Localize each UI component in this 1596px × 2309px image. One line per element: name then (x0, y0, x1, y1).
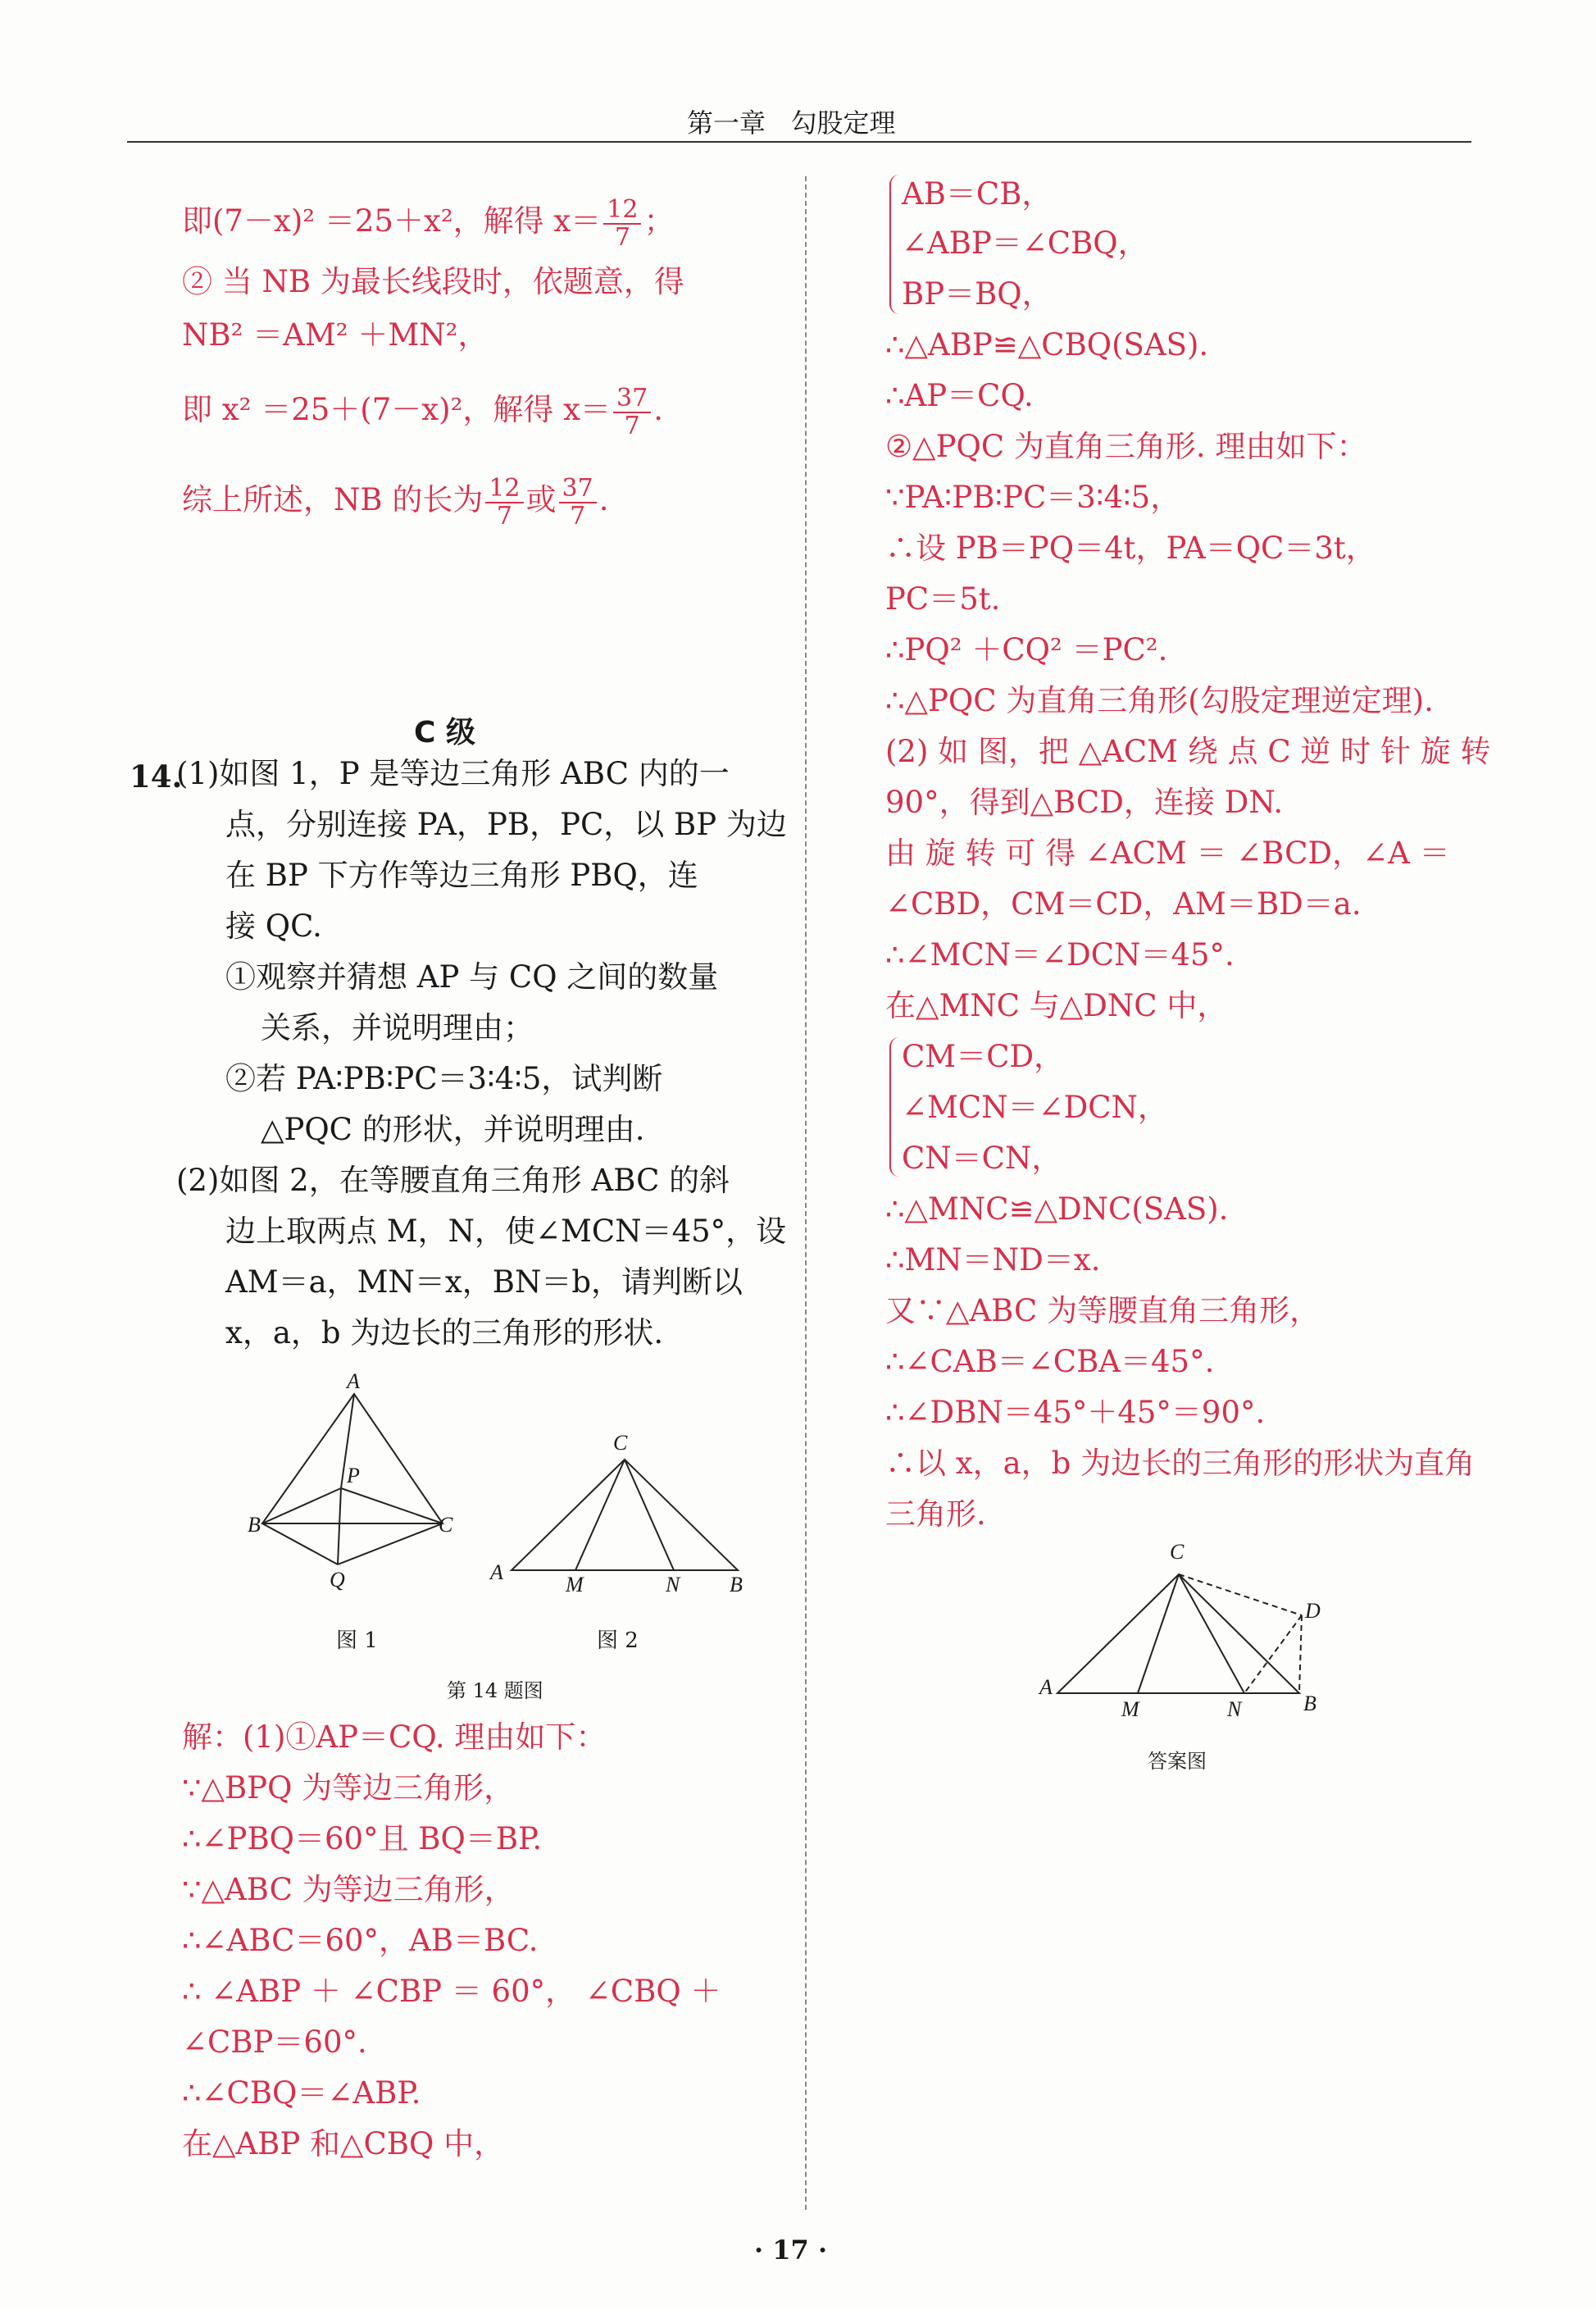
solution-line: 在△MNC 与△DNC 中， (885, 988, 1228, 1023)
solution-line: ∴∠MCN＝∠DCN＝45°. (885, 937, 1235, 972)
solution-line: ∠ABP＝∠CBQ， (902, 225, 1148, 261)
solution-line: ∴∠ABC＝60°，AB＝BC. (182, 1923, 539, 1958)
solution-line: 三角形. (885, 1496, 986, 1532)
segment-db (1299, 1615, 1302, 1693)
figure-2-caption: 图 2 (597, 1628, 639, 1653)
point-label: C (1170, 1540, 1184, 1564)
segment-cq (338, 1523, 443, 1564)
solution-line: BP＝BQ， (902, 276, 1053, 312)
solution-line: ∴设 PB＝PQ＝4t，PA＝QC＝3t， (885, 531, 1376, 566)
fraction: $\frac{37}{7}$ (559, 476, 597, 529)
problem-line: AM＝a，MN＝x，BN＝b，请判断以 (225, 1264, 743, 1300)
point-label: A (347, 1369, 360, 1393)
point-label: A (490, 1560, 503, 1584)
brace (889, 175, 899, 314)
fraction: $\frac{12}{7}$ (603, 197, 641, 250)
problem-line: 边上取两点 M，N，使∠MCN＝45°，设 (225, 1214, 787, 1249)
solution-line: ∴∠PBQ＝60°且 BQ＝BP. (182, 1821, 543, 1856)
solution-line: 解：(1)①AP＝CQ. 理由如下： (182, 1719, 607, 1755)
solution-line: 即 x² ＝25＋(7－x)²，解得 x＝ $\frac{37}{7}$ . (182, 384, 663, 440)
solution-line: 又∵△ABC 为等腰直角三角形， (885, 1293, 1321, 1328)
figure-2-diagram (500, 1443, 746, 1574)
solution-line: CM＝CD， (902, 1039, 1065, 1074)
point-label: C (439, 1513, 453, 1537)
solution-line: ∴△MNC≌△DNC(SAS). (885, 1191, 1229, 1227)
point-label: N (1227, 1697, 1242, 1721)
section-title: C 级 (414, 716, 475, 749)
solution-line: NB² ＝AM² ＋MN²， (182, 317, 489, 353)
brace (889, 1037, 899, 1177)
problem-number: 14. (130, 758, 183, 795)
solution-line: ∴△ABP≌△CBQ(SAS). (885, 327, 1209, 362)
page-number: · 17 · (754, 2234, 828, 2266)
figure-1-diagram (246, 1378, 475, 1599)
figure-1-caption: 图 1 (336, 1628, 378, 1653)
header-rule (127, 141, 1471, 143)
solution-line: (2) 如 图，把 △ACM 绕 点 C 逆 时 针 旋 转 (885, 734, 1491, 769)
triangle-abc (512, 1460, 738, 1570)
column-divider (805, 176, 807, 2210)
solution-line: ∠CBP＝60°. (182, 2024, 367, 2060)
segment-pq (338, 1488, 341, 1564)
point-label: N (666, 1573, 680, 1596)
solution-line: ∴MN＝ND＝x. (885, 1242, 1101, 1277)
solution-line: ② 当 NB 为最长线段时，依题意，得 (182, 264, 684, 299)
solution-line: ∵PA∶PB∶PC＝3∶4∶5， (885, 480, 1181, 515)
solution-line: ∵△BPQ 为等边三角形， (182, 1770, 515, 1806)
answer-figure-caption: 答案图 (1148, 1750, 1207, 1773)
solution-line: 在△ABP 和△CBQ 中， (182, 2126, 505, 2161)
solution-line: 即(7－x)² ＝25＋x²，解得 x＝ $\frac{12}{7}$ ； (182, 195, 675, 252)
point-label: C (613, 1431, 628, 1455)
segment-cm (575, 1460, 625, 1570)
triangle-abc (1057, 1574, 1299, 1693)
triangle-abc (262, 1394, 443, 1523)
solution-line: 90°，得到△BCD，连接 DN. (885, 785, 1284, 820)
point-label: D (1305, 1599, 1321, 1623)
solution-line: ∴△PQC 为直角三角形(勾股定理逆定理). (885, 683, 1434, 718)
solution-line: ∠CBD，CM＝CD，AM＝BD＝a. (885, 886, 1362, 922)
solution-line: ∴以 x，a，b 为边长的三角形的形状为直角 (885, 1446, 1476, 1481)
solution-line: ∴ ∠ABP ＋ ∠CBP ＝ 60°， ∠CBQ ＋ (182, 1974, 721, 2009)
solution-line: ∵△ABC 为等边三角形， (182, 1872, 515, 1907)
problem-line: x，a，b 为边长的三角形的形状. (225, 1315, 664, 1350)
problem-line: (2)如图 2，在等腰直角三角形 ABC 的斜 (176, 1163, 730, 1198)
solution-line: ∠MCN＝∠DCN， (902, 1090, 1168, 1125)
segment-cp (341, 1488, 443, 1523)
point-label: Q (330, 1568, 345, 1592)
solution-line: ②△PQC 为直角三角形. 理由如下： (885, 429, 1367, 464)
page-header-title: 第一章 勾股定理 (687, 107, 896, 139)
fraction: $\frac{37}{7}$ (613, 385, 651, 439)
problem-line: ①观察并猜想 AP 与 CQ 之间的数量 (225, 959, 719, 995)
point-label: M (566, 1573, 584, 1596)
solution-line: AB＝CB， (902, 176, 1053, 212)
problem-line: 点，分别连接 PA，PB，PC，以 BP 为边 (225, 807, 787, 842)
solution-line: ∴PQ² ＋CQ² ＝PC². (885, 632, 1168, 667)
point-label: M (1121, 1697, 1139, 1721)
solution-line: ∴∠CBQ＝∠ABP. (182, 2075, 421, 2111)
problem-line: ②若 PA∶PB∶PC＝3∶4∶5，试判断 (225, 1061, 663, 1096)
point-label: B (1303, 1692, 1316, 1715)
problem-line: 接 QC. (225, 909, 322, 944)
point-label: B (248, 1513, 261, 1537)
point-label: P (347, 1464, 360, 1487)
problem-line: △PQC 的形状，并说明理由. (261, 1112, 645, 1147)
problem-line: 关系，并说明理由； (261, 1010, 534, 1045)
answer-diagram (1041, 1558, 1328, 1706)
solution-line: ∴∠DBN＝45°＋45°＝90°. (885, 1395, 1266, 1430)
problem-line: (1)如图 1，P 是等边三角形 ABC 内的一 (176, 756, 730, 791)
solution-line: 由 旋 转 可 得 ∠ACM ＝ ∠BCD，∠A ＝ (885, 836, 1450, 871)
solution-line: CN＝CN， (902, 1141, 1062, 1176)
segment-bq (262, 1523, 338, 1564)
solution-line: ∴AP＝CQ. (885, 378, 1034, 413)
point-label: A (1039, 1675, 1053, 1699)
point-label: B (730, 1573, 743, 1596)
segment-cn (1179, 1574, 1244, 1693)
figure-group-caption: 第 14 题图 (447, 1679, 543, 1702)
problem-line: 在 BP 下方作等边三角形 PBQ，连 (225, 858, 698, 893)
segment-cn (625, 1460, 674, 1570)
segment-cm (1138, 1574, 1179, 1693)
segment-dn (1244, 1615, 1302, 1693)
solution-line: ∴∠CAB＝∠CBA＝45°. (885, 1344, 1215, 1379)
solution-line: 综上所述，NB 的长为 $\frac{12}{7}$ 或 $\frac{37}{7}$ . (182, 474, 609, 531)
fraction: $\frac{12}{7}$ (485, 476, 523, 529)
solution-line: PC＝5t. (885, 581, 1001, 617)
